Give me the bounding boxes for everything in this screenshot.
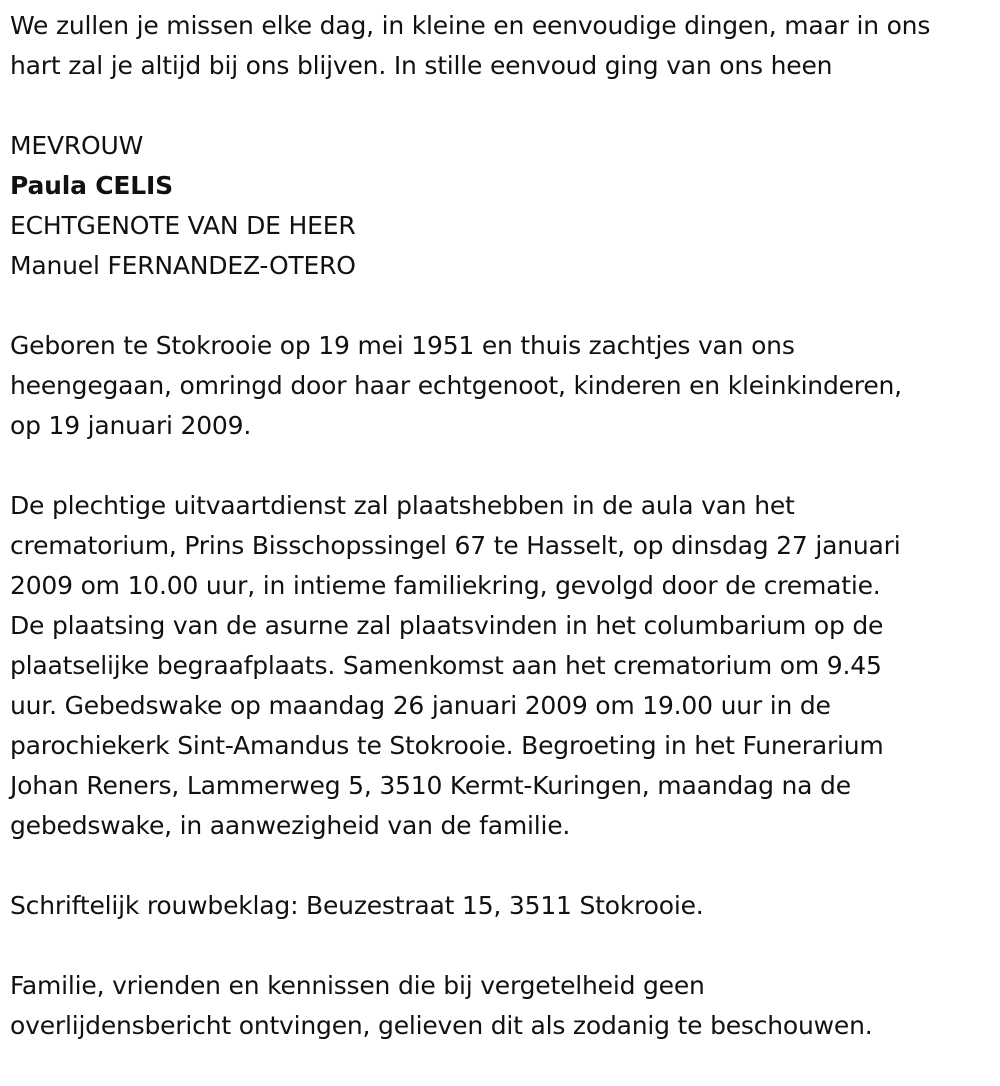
ceremony-line: parochiekerk Sint-Amandus te Stokrooie. Begroeting in het Funerarium [10, 731, 884, 760]
deceased-title: MEVROUW [10, 131, 144, 160]
spouse-name: Manuel FERNANDEZ-OTERO [10, 251, 356, 280]
paragraph-gap [10, 446, 995, 486]
condolence-paragraph [10, 886, 995, 926]
ceremony-line: plaatselijke begraafplaats. Samenkomst aan het crematorium om 9.45 [10, 651, 882, 680]
closing-line: overlijdensbericht ontvingen, gelieven dit als zodanig te beschouwen. [10, 1011, 873, 1040]
ceremony-line: De plaatsing van de asurne zal plaatsvinden in het columbarium op de [10, 611, 884, 640]
ceremony-line: 2009 om 10.00 uur, in intieme familiekring, gevolgd door de crematie. [10, 571, 881, 600]
deceased-name: Paula CELIS [10, 171, 173, 200]
obituary-notice [10, 6, 995, 1046]
paragraph-gap [10, 926, 995, 966]
closing-line: Familie, vrienden en kennissen die bij vergetelheid geen [10, 971, 705, 1000]
birth-death-paragraph [10, 326, 995, 446]
deceased-block [10, 126, 995, 286]
deceased-relation: ECHTGENOTE VAN DE HEER [10, 211, 356, 240]
intro-paragraph [10, 6, 995, 86]
intro-line: hart zal je altijd bij ons blijven. In stille eenvoud ging van ons heen [10, 51, 833, 80]
ceremony-line: gebedswake, in aanwezigheid van de familie. [10, 811, 571, 840]
closing-paragraph [10, 966, 995, 1046]
intro-line: We zullen je missen elke dag, in kleine en eenvoudige dingen, maar in ons [10, 11, 931, 40]
paragraph-gap [10, 846, 995, 886]
ceremony-paragraph [10, 486, 995, 846]
ceremony-line: crematorium, Prins Bisschopssingel 67 te Hasselt, op dinsdag 27 januari [10, 531, 901, 560]
birth-death-line: heengegaan, omringd door haar echtgenoot, kinderen en kleinkinderen, [10, 371, 902, 400]
ceremony-line: De plechtige uitvaartdienst zal plaatshebben in de aula van het [10, 491, 795, 520]
condolence-address: Schriftelijk rouwbeklag: Beuzestraat 15, 3511 Stokrooie. [10, 891, 704, 920]
birth-death-line: op 19 januari 2009. [10, 411, 252, 440]
birth-death-line: Geboren te Stokrooie op 19 mei 1951 en thuis zachtjes van ons [10, 331, 795, 360]
ceremony-line: Johan Reners, Lammerweg 5, 3510 Kermt-Kuringen, maandag na de [10, 771, 851, 800]
paragraph-gap [10, 286, 995, 326]
paragraph-gap [10, 86, 995, 126]
ceremony-line: uur. Gebedswake op maandag 26 januari 2009 om 19.00 uur in de [10, 691, 831, 720]
